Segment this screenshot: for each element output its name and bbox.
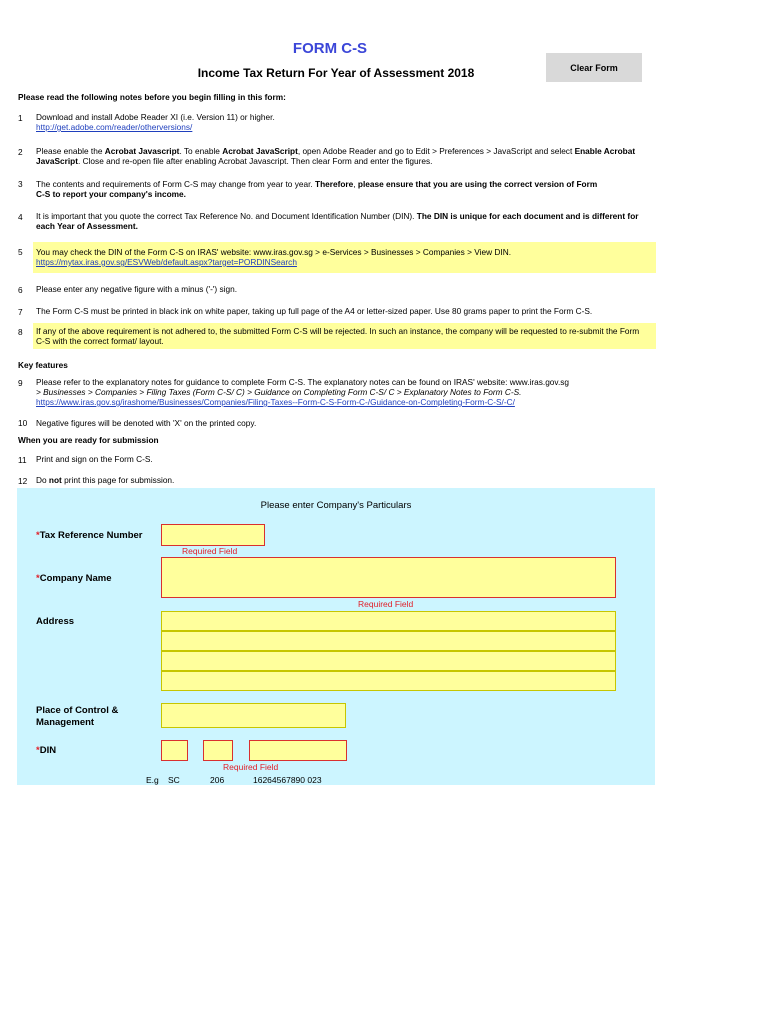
note-5 (36, 247, 656, 267)
form-title: FORM C-S (292, 40, 368, 57)
note-3-bold: please ensure that you are using the correct version of Form C-S to report your company's income. (36, 179, 598, 199)
din-label (36, 745, 56, 756)
din-example-prefix: E.g (146, 775, 159, 785)
note-9-number: 9 (18, 378, 23, 388)
note-6: Please enter any negative figure with a minus ('-') sign. (36, 284, 238, 294)
note-3-text: The contents and requirements of Form C-S may change from year to year. (36, 179, 315, 189)
particulars-heading: Please enter Company's Particulars (260, 500, 412, 511)
note-11: Print and sign on the Form C-S. (36, 454, 153, 464)
din-label-text: DIN (39, 745, 57, 756)
note-7-number: 7 (18, 307, 23, 317)
place-label-line-2: Management (36, 717, 95, 728)
note-5-number: 5 (18, 247, 23, 257)
note-2-text: . Close and re-open file after enabling Acrobat Javascript. Then clear Form and enter the figures. (77, 156, 433, 166)
note-3-bold: Therefore (315, 179, 354, 189)
submission-heading: When you are ready for submission (18, 435, 159, 445)
din-example-part-3: 16264567890 023 (253, 775, 322, 785)
din-example-part-1: SC (168, 775, 180, 785)
note-3-text: , (353, 179, 358, 189)
note-3-number: 3 (18, 179, 23, 189)
note-2 (36, 146, 656, 166)
tax-reference-required: Required Field (182, 546, 238, 556)
note-9 (36, 377, 666, 407)
note-2-bold: Acrobat JavaScript (222, 146, 298, 156)
note-4-number: 4 (18, 212, 23, 222)
form-subtitle: Income Tax Return For Year of Assessment 2018 (197, 66, 475, 80)
tax-reference-label-text: Tax Reference Number (39, 530, 143, 541)
note-5-text: You may check the DIN of the Form C-S on IRAS' website: www.iras.gov.sg > e-Services > Businesses > Companies > View DIN. (36, 247, 512, 257)
address-line-2-input[interactable] (161, 631, 616, 651)
address-line-1-input[interactable] (161, 611, 616, 631)
note-7: The Form C-S must be printed in black ink on white paper, taking up full page of the A4 or letter-sized paper. Use 80 grams paper to print the Form C-S. (36, 306, 593, 316)
note-1-number: 1 (18, 113, 23, 123)
tax-reference-label (36, 530, 142, 541)
required-asterisk: * (36, 530, 40, 541)
note-2-text: Please enable the (36, 146, 105, 156)
required-asterisk: * (36, 573, 40, 584)
company-name-label-text: Company Name (39, 573, 112, 584)
explanatory-notes-link[interactable]: https://www.iras.gov.sg/irashome/Businesses/Companies/Filing-Taxes--Form-C-S-Form-C-/Guidance-on-Completing-Form-C-S/-C/ (36, 397, 515, 407)
place-of-control-input[interactable] (161, 703, 346, 728)
note-4-bold: The DIN is unique for each document and is different for each Year of Assessment. (36, 211, 639, 231)
note-2-bold: Enable Acrobat JavaScript (36, 146, 636, 166)
key-features-heading: Key features (18, 360, 68, 370)
address-line-4-input[interactable] (161, 671, 616, 691)
company-name-label (36, 573, 112, 584)
company-name-input[interactable] (161, 557, 616, 598)
note-12-bold: not (48, 475, 62, 485)
clear-form-button[interactable]: Clear Form (546, 53, 642, 82)
din-part-3-input[interactable] (249, 740, 347, 761)
company-name-required: Required Field (358, 599, 414, 609)
note-12 (36, 475, 656, 485)
note-12-text: Do (36, 475, 49, 485)
note-10-number: 10 (18, 418, 28, 428)
note-2-number: 2 (18, 147, 23, 157)
note-9-path: > Businesses > Companies > Filing Taxes (Form C-S/ C) > Guidance on Completing Form C-S/ C > Explanatory Notes to Form C-S. (36, 387, 522, 397)
note-2-text: , open Adobe Reader and go to Edit > Preferences > JavaScript and select (297, 146, 575, 156)
note-4-text: It is important that you quote the correct Tax Reference No. and Document Identification Number (DIN). (36, 211, 417, 221)
din-example-part-2: 206 (210, 775, 225, 785)
tax-reference-input[interactable] (161, 524, 265, 546)
note-9-text: Please refer to the explanatory notes for guidance to complete Form C-S. The explanatory notes can be found on IRAS' website: www.iras.gov.sg (36, 377, 570, 387)
din-part-2-input[interactable] (203, 740, 233, 761)
din-part-1-input[interactable] (161, 740, 188, 761)
note-6-number: 6 (18, 285, 23, 295)
address-label: Address (36, 616, 75, 627)
note-2-bold: Acrobat Javascript (104, 146, 180, 156)
required-asterisk: * (36, 745, 40, 756)
note-12-number: 12 (18, 476, 28, 486)
note-8: If any of the above requirement is not adhered to, the submitted Form C-S will be rejected. In such an instance, the company will be requested to re-submit the Form C-S with the correct format/ layout. (36, 326, 640, 346)
note-3 (36, 179, 606, 199)
mytax-din-link[interactable]: https://mytax.iras.gov.sg/ESVWeb/default.aspx?target=PORDINSearch (36, 257, 297, 267)
adobe-reader-link[interactable]: http://get.adobe.com/reader/otherversions/ (36, 122, 193, 132)
address-line-3-input[interactable] (161, 651, 616, 671)
note-1 (36, 112, 656, 132)
note-2-text: . To enable (179, 146, 223, 156)
note-8-number: 8 (18, 327, 23, 337)
note-4 (36, 211, 656, 231)
din-required: Required Field (223, 762, 279, 772)
note-12-text: print this page for submission. (61, 475, 175, 485)
note-1-text: Download and install Adobe Reader XI (i.e. Version 11) or higher. (36, 112, 275, 122)
note-11-number: 11 (18, 455, 27, 465)
note-10: Negative figures will be denoted with 'X' on the printed copy. (36, 418, 257, 428)
place-label-line-1: Place of Control & (36, 705, 119, 716)
place-of-control-label (36, 705, 118, 729)
intro-heading: Please read the following notes before you begin filling in this form: (18, 92, 286, 102)
